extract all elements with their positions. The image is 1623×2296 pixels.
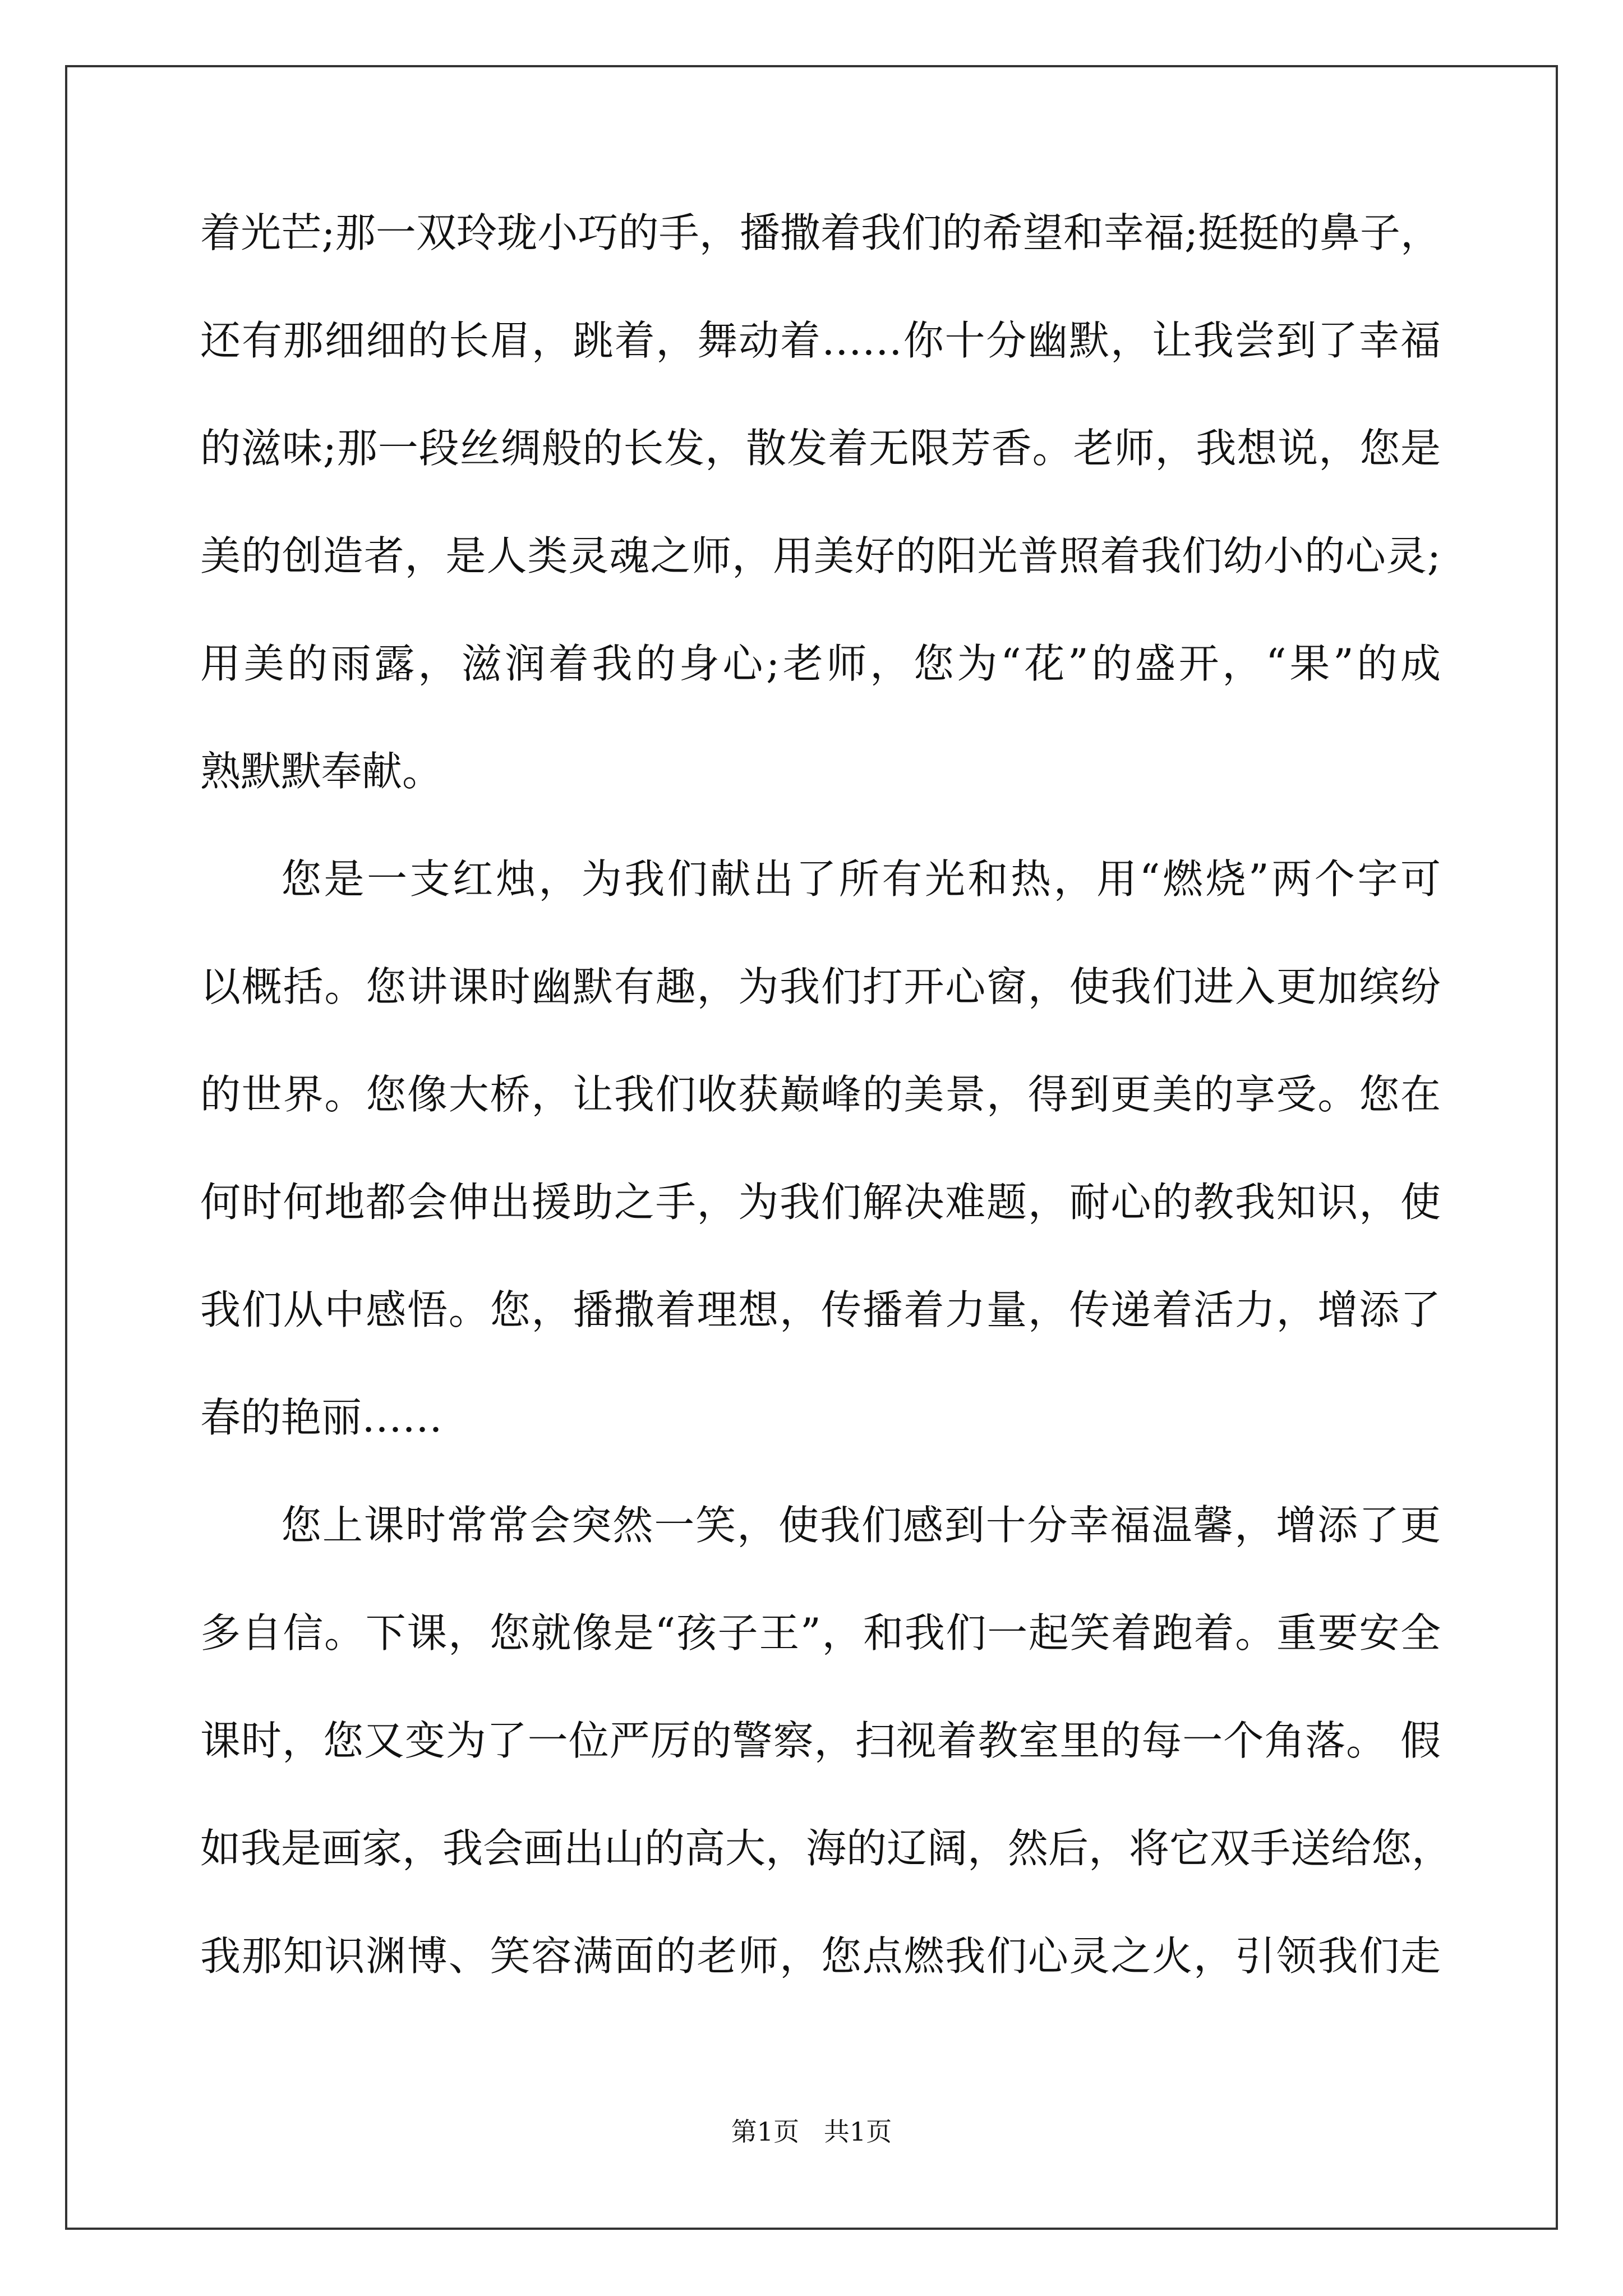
- text-line: 美的创造者，是人类灵魂之师，用美好的阳光普照着我们幼小的心灵;: [200, 532, 1441, 579]
- text-line: 熟默默奉献。: [200, 748, 443, 795]
- text-line: 春的艳丽……: [200, 1394, 443, 1441]
- text-line: 我那知识渊博、笑容满面的老师，您点燃我们心灵之火，引领我们走: [200, 1932, 1441, 1980]
- paragraph-first-line: 您是一支红烛，为我们献出了所有光和热，用“燃烧”两个字可: [281, 855, 1441, 903]
- text-line: 多自信。下课，您就像是“孩子王”，和我们一起笑着跑着。重要安全: [200, 1609, 1441, 1657]
- text-line: 着光芒;那一双玲珑小巧的手，播撒着我们的希望和幸福;挺挺的鼻子，: [200, 209, 1441, 256]
- text-line: 还有那细细的长眉，跳着，舞动着……你十分幽默，让我尝到了幸福: [200, 317, 1441, 364]
- text-line: 以概括。您讲课时幽默有趣，为我们打开心窗，使我们进入更加缤纷: [200, 963, 1441, 1010]
- page-border: [65, 65, 1558, 2230]
- text-line: 的滋味;那一段丝绸般的长发，散发着无限芳香。老师，我想说，您是: [200, 425, 1441, 472]
- text-line: 用美的雨露，滋润着我的身心;老师，您为“花”的盛开，“果”的成: [200, 640, 1441, 687]
- paragraph-first-line: 您上课时常常会突然一笑，使我们感到十分幸福温馨，增添了更: [281, 1502, 1441, 1549]
- text-line: 的世界。您像大桥，让我们收获巅峰的美景，得到更美的享受。您在: [200, 1071, 1441, 1118]
- text-line: 如我是画家，我会画出山的高大，海的辽阔，然后，将它双手送给您，: [200, 1825, 1453, 1872]
- text-line: 课时，您又变为了一位严厉的警察，扫视着教室里的每一个角落。 假: [200, 1717, 1441, 1764]
- text-line: 我们从中感悟。您，播撒着理想，传播着力量，传递着活力，增添了: [200, 1286, 1441, 1333]
- page-number-footer: 第1页 共1页: [731, 2116, 892, 2147]
- text-line: 何时何地都会伸出援助之手，为我们解决难题，耐心的教我知识，使: [200, 1179, 1441, 1226]
